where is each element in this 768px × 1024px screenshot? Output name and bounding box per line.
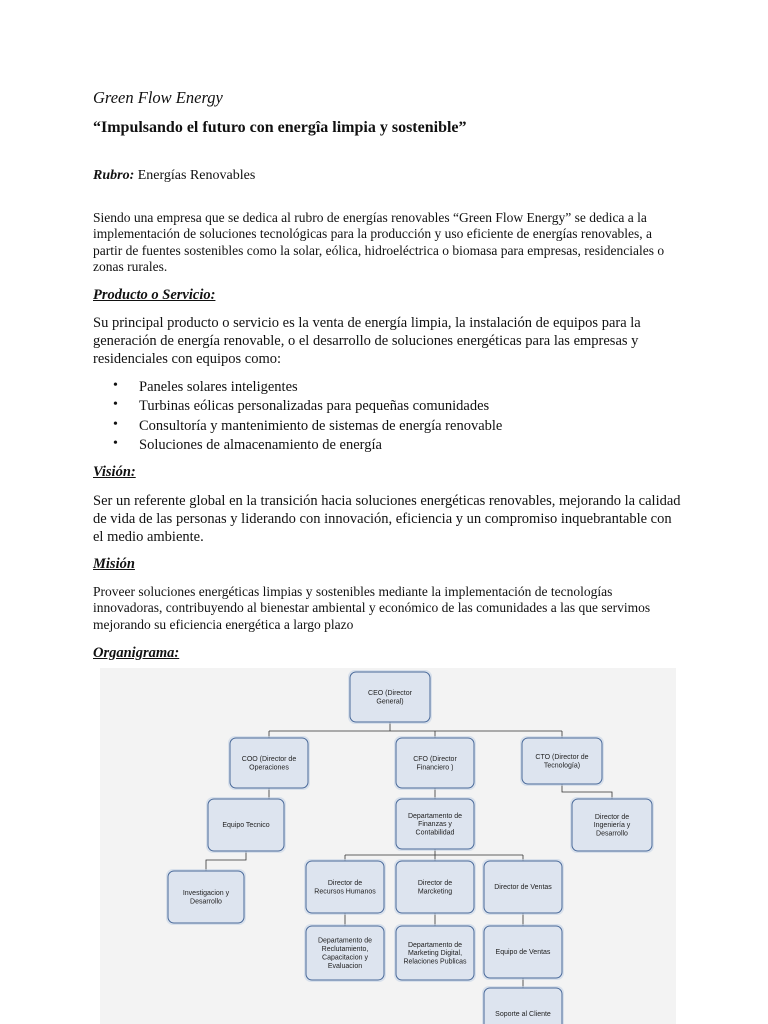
producto-heading: Producto o Servicio:	[93, 287, 216, 303]
bullet-icon: •	[113, 397, 118, 413]
org-node-director-ingenieria	[570, 797, 654, 853]
org-node-director-ventas	[482, 859, 564, 915]
bullet-icon: •	[113, 435, 118, 451]
org-node-label: COO (Director de	[241, 756, 297, 763]
org-node-label: Director de Ventas	[494, 884, 552, 892]
org-node-equipo-ventas	[482, 924, 564, 980]
org-node-investigacion	[166, 869, 246, 925]
org-node-label: Financiero )	[416, 764, 454, 772]
org-node-label: Equipo de Ventas	[495, 949, 551, 957]
rubro-line	[93, 168, 255, 184]
org-node-label: Desarrollo	[190, 898, 222, 906]
org-node-label: CEO (Director	[368, 690, 412, 697]
org-node-label: Operaciones	[249, 764, 289, 772]
list-item: • Turbinas eólicas personalizadas para pequeñas comunidades	[113, 397, 490, 415]
org-node-label: Recursos Humanos	[314, 888, 376, 896]
org-node-label: Director de	[417, 880, 453, 887]
org-node-label: Relaciones Publicas	[403, 958, 467, 966]
org-node-label: Capacitacion y	[322, 954, 368, 962]
org-node-label: Soporte al Cliente	[495, 1011, 551, 1019]
org-node-label: Departamento de	[317, 937, 373, 945]
org-chart	[100, 668, 676, 1024]
org-node-label: CFO (Director	[413, 756, 457, 763]
org-node-label: Evaluacion	[327, 962, 363, 970]
mision-heading: Misión	[93, 556, 135, 572]
org-node-label: Reclutamiento,	[321, 946, 369, 953]
org-node-label: Director de	[594, 813, 630, 821]
org-node-ceo	[348, 670, 432, 724]
producto-paragraph: Su principal producto o servicio es la venta de energía limpia, la instalación de equipos para la generación de energía renovable, o el desarrollo de soluciones energéticas para las empresas y residenciales con equipos como:	[93, 315, 641, 368]
org-node-director-marketing	[394, 859, 476, 915]
org-node-depto-finanzas	[394, 797, 476, 851]
org-node-label: Director de	[327, 880, 363, 887]
rubro-value: Energías Renovables	[137, 168, 256, 183]
connector-line	[269, 722, 562, 738]
organigrama-heading: Organigrama:	[93, 645, 180, 661]
org-node-equipo-tecnico	[206, 797, 286, 853]
company-slogan: “Impulsando el futuro con energîa limpia y sostenible”	[93, 119, 467, 136]
org-node-label: Investigacion y	[182, 890, 230, 897]
org-node-box	[230, 738, 308, 788]
intro-paragraph: Siendo una empresa que se dedica al rubro de energías renovables “Green Flow Energy” se dedica a la implementación de soluciones tecnológicas para la producción y uso eficiente de energías renovables, a partir de fuentes sostenibles como la solar, eólica, hidroeléctrica o biomasa para empresas, residenciales o zonas rurales.	[93, 210, 665, 275]
org-node-label: Marketing Digital,	[407, 950, 463, 958]
rubro-label: Rubro:	[93, 168, 135, 183]
org-node-box	[522, 738, 602, 784]
org-node-box	[396, 861, 474, 913]
org-node-label: Equipo Tecnico	[222, 822, 270, 830]
bullet-icon: •	[113, 416, 118, 432]
bullet-icon: •	[113, 378, 118, 393]
org-node-box	[306, 861, 384, 913]
org-node-box	[350, 672, 430, 722]
org-node-cfo	[394, 736, 476, 790]
list-item: • Soluciones de almacenamiento de energía	[113, 435, 382, 453]
org-node-label: Desarrollo	[596, 830, 628, 838]
producto-list	[113, 378, 502, 455]
org-node-box	[396, 738, 474, 788]
org-node-cto	[520, 736, 604, 786]
org-node-box	[484, 988, 562, 1024]
org-node-coo	[228, 736, 310, 790]
company-name: Green Flow Energy	[93, 88, 223, 107]
list-item: • Paneles solares inteligentes	[113, 378, 298, 395]
org-node-label: Departamento de	[407, 812, 463, 820]
org-node-label: Departamento de	[407, 941, 463, 949]
org-node-label: Contabilidad	[415, 829, 455, 837]
org-node-label: Ingeniería y	[593, 822, 631, 830]
org-node-director-rrhh	[304, 859, 386, 915]
mision-paragraph: Proveer soluciones energéticas limpias y sostenibles mediante la implementación de tecnologías innovadoras, contribuyendo al bienestar ambiental y económico de las comunidades a las que servimos mejorando su eficiencia energética a largo plazo	[93, 584, 651, 632]
list-item: • Consultoría y mantenimiento de sistemas de energía renovable	[113, 416, 503, 434]
vision-paragraph: Ser un referente global en la transición hacia soluciones energéticas renovables, mejorando la calidad de vida de las personas y liderando con innovación, eficiencia y un compromiso inquebrantable con el medio ambiente.	[93, 493, 681, 546]
org-node-depto-reclutamiento	[304, 924, 386, 982]
org-node-box	[168, 871, 244, 923]
org-node-label: Finanzas y	[418, 821, 452, 829]
org-node-label: Tecnología)	[543, 762, 581, 770]
org-node-depto-marketing	[394, 924, 476, 982]
org-node-label: CTO (Director de	[535, 754, 589, 761]
org-node-label: General)	[376, 698, 404, 706]
connector-line	[206, 851, 246, 871]
org-chart-canvas	[100, 668, 676, 1024]
org-node-soporte-cliente	[482, 986, 564, 1024]
org-node-label: Marcketing	[417, 888, 453, 896]
vision-heading: Visión:	[93, 464, 136, 480]
org-node-box	[306, 926, 384, 980]
